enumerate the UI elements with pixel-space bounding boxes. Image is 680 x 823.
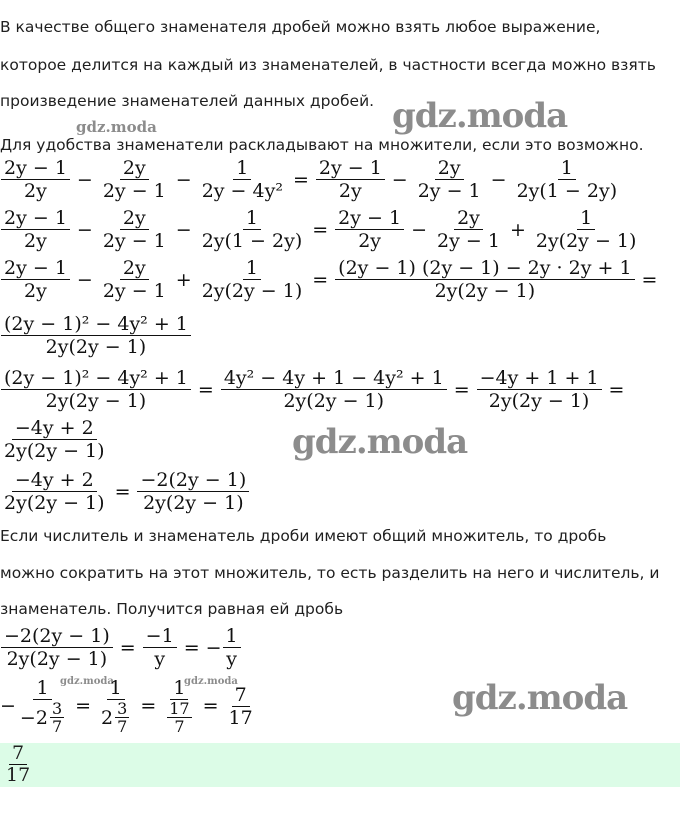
denominator: 7: [174, 717, 185, 736]
equals-sign: =: [75, 695, 92, 717]
denominator: 7: [51, 717, 63, 736]
watermark: gdz.moda: [184, 676, 238, 687]
denominator: 2y(1 − 2y): [201, 230, 303, 252]
fraction: [335, 207, 404, 252]
watermark: gdz.moda: [60, 676, 114, 687]
denominator: 2y − 1: [102, 230, 166, 252]
fraction: [514, 157, 621, 202]
fraction: [100, 257, 169, 302]
paragraph-line: можно сократить на этот множитель, то есть разделить на него и числитель, и: [0, 564, 660, 582]
numerator: 2y − 1: [335, 207, 404, 230]
operator: +: [175, 268, 192, 291]
fraction: [1, 469, 108, 514]
fraction: [199, 257, 306, 302]
mixed-number: [98, 700, 133, 735]
whole-part: 2: [35, 706, 48, 729]
fraction: [115, 700, 129, 735]
nested-fraction: [163, 700, 195, 735]
numerator: 2y − 1: [1, 207, 70, 230]
numerator: 1: [243, 257, 261, 280]
whole-part: 2: [101, 706, 114, 729]
answer-box: [0, 743, 680, 787]
numerator: −1: [143, 625, 177, 648]
numerator: 1: [233, 157, 251, 180]
equals-sign: =: [312, 218, 329, 241]
equals-sign: =: [140, 695, 157, 717]
fraction: [50, 700, 64, 735]
numerator: 2y: [120, 257, 149, 280]
fraction: [1, 207, 70, 252]
watermark: gdz.moda: [76, 118, 157, 136]
fraction: [316, 157, 385, 202]
numerator: −4y + 1 + 1: [477, 367, 602, 390]
paragraph-line: произведение знаменателей данных дробей.: [0, 92, 375, 110]
equals-sign: =: [183, 636, 200, 659]
fraction: [1, 313, 191, 358]
fraction: [17, 677, 68, 735]
denominator: y: [154, 648, 166, 670]
numerator: (2y − 1) (2y − 1) − 2y · 2y + 1: [335, 257, 634, 280]
operator: −: [391, 168, 408, 191]
numerator: 1: [577, 207, 595, 230]
operator: −: [76, 218, 93, 241]
mixed-number: [17, 700, 68, 735]
fraction: [415, 157, 484, 202]
numerator: (2y − 1)² − 4y² + 1: [1, 367, 191, 390]
equals-sign: =: [453, 378, 470, 401]
fraction: [143, 625, 177, 670]
fraction: [167, 700, 191, 735]
denominator: 7: [117, 717, 128, 736]
numerator: 3: [51, 699, 63, 718]
denominator: 2y: [24, 280, 47, 302]
numerator: 7: [9, 743, 27, 765]
equation-row: [0, 207, 640, 252]
denominator: 2y(2y − 1): [143, 492, 244, 514]
denominator: 2y − 4y²: [201, 180, 283, 202]
paragraph-line: которое делится на каждый из знаменателей, в частности всегда можно взять: [0, 56, 656, 74]
fraction: [199, 207, 306, 252]
fraction: [199, 157, 286, 202]
fraction: [533, 207, 640, 252]
equals-sign: =: [197, 378, 214, 401]
watermark: gdz.moda: [392, 96, 568, 136]
paragraph-line: Если числитель и знаменатель дроби имеют общий множитель, то дробь: [0, 527, 607, 545]
numerator: 1: [170, 677, 188, 700]
numerator: 2y − 1: [1, 257, 70, 280]
operator: −: [411, 218, 428, 241]
numerator: 2y: [120, 207, 149, 230]
denominator: 17: [6, 764, 31, 786]
fraction: [137, 469, 249, 514]
equation-row: [0, 677, 257, 735]
fraction: [98, 677, 133, 735]
equation-row: [0, 417, 109, 462]
fraction: [477, 367, 602, 412]
minus-sign: −: [0, 695, 16, 717]
denominator: 2y: [24, 230, 47, 252]
watermark: gdz.moda: [452, 678, 628, 718]
fraction: [221, 367, 447, 412]
operator: −: [175, 168, 192, 191]
denominator: 2y − 1: [417, 180, 481, 202]
equation-row: [0, 367, 630, 412]
equation-row: [0, 157, 621, 202]
numerator: 2y: [120, 157, 149, 180]
paragraph-line: знаменатель. Получится равная ей дробь: [0, 600, 344, 618]
fraction: [1, 157, 70, 202]
numerator: −2(2y − 1): [137, 469, 249, 492]
paragraph-line: Для удобства знаменатели раскладывают на множители, если это возможно.: [0, 136, 644, 154]
operator: +: [509, 218, 526, 241]
equation-row: [0, 625, 242, 670]
numerator: (2y − 1)² − 4y² + 1: [1, 313, 191, 336]
denominator: 2y − 1: [102, 280, 166, 302]
numerator: −4y + 2: [12, 469, 97, 492]
paragraph-line: В качестве общего знаменателя дробей можно взять любое выражение,: [0, 18, 601, 36]
numerator: 4y² − 4y + 1 − 4y² + 1: [221, 367, 447, 390]
denominator: 2y(2y − 1): [488, 390, 590, 412]
numerator: −2(2y − 1): [1, 625, 113, 648]
answer-fraction: [3, 743, 33, 786]
denominator: 2y − 1: [102, 180, 166, 202]
denominator: 2y(2y − 1): [6, 648, 108, 670]
numerator: 1: [33, 677, 51, 700]
equals-sign: =: [292, 168, 309, 191]
denominator: y: [226, 648, 237, 670]
denominator: 2y(2y − 1): [4, 492, 105, 514]
operator: −: [175, 218, 192, 241]
operator: −: [76, 268, 93, 291]
numerator: 1: [223, 625, 241, 648]
fraction: [434, 207, 503, 252]
numerator: 2y: [454, 207, 483, 230]
denominator: 2y: [338, 180, 362, 202]
numerator: −4y + 2: [12, 417, 97, 440]
equals-sign: =: [114, 480, 131, 503]
fraction: [1, 367, 191, 412]
denominator: 2y(2y − 1): [4, 440, 105, 462]
operator: −: [490, 168, 507, 191]
numerator: 1: [243, 207, 261, 230]
numerator: 7: [232, 684, 250, 707]
numerator: 1: [107, 677, 125, 700]
watermark: gdz.moda: [292, 422, 468, 462]
equals-sign: =: [312, 268, 329, 291]
denominator: 2y: [24, 180, 47, 202]
numerator: 17: [169, 699, 190, 718]
denominator: 2y(2y − 1): [45, 390, 147, 412]
numerator: 2y: [435, 157, 464, 180]
equals-sign: =: [641, 268, 658, 291]
fraction: [1, 257, 70, 302]
fraction: [100, 157, 169, 202]
fraction: [1, 625, 113, 670]
fraction: [163, 677, 195, 735]
denominator: 2y: [358, 230, 382, 252]
denominator: 2y − 1: [437, 230, 500, 252]
numerator: 3: [117, 699, 128, 718]
fraction: [223, 625, 241, 670]
denominator: 2y(2y − 1): [283, 390, 385, 412]
denominator: 17: [228, 706, 253, 729]
numerator: 2y − 1: [316, 157, 385, 180]
equals-sign: =: [608, 378, 625, 401]
fraction: [226, 684, 256, 729]
minus-sign: −: [205, 636, 222, 659]
denominator: 2y(2y − 1): [535, 230, 637, 252]
numerator: 2y − 1: [1, 157, 70, 180]
fraction: [335, 257, 634, 302]
denominator: 2y(2y − 1): [201, 280, 303, 302]
denominator: 2y(1 − 2y): [516, 180, 618, 202]
minus-sign: −: [19, 706, 36, 729]
equation-row: [0, 469, 250, 514]
denominator: 2y(2y − 1): [45, 336, 147, 358]
equation-row: [0, 257, 663, 302]
operator: −: [76, 168, 93, 191]
fraction: [1, 417, 108, 462]
equation-row: [0, 313, 192, 358]
fraction: [100, 207, 169, 252]
denominator: 2y(2y − 1): [434, 280, 536, 302]
equals-sign: =: [202, 695, 219, 717]
equals-sign: =: [119, 636, 136, 659]
numerator: 1: [558, 157, 576, 180]
